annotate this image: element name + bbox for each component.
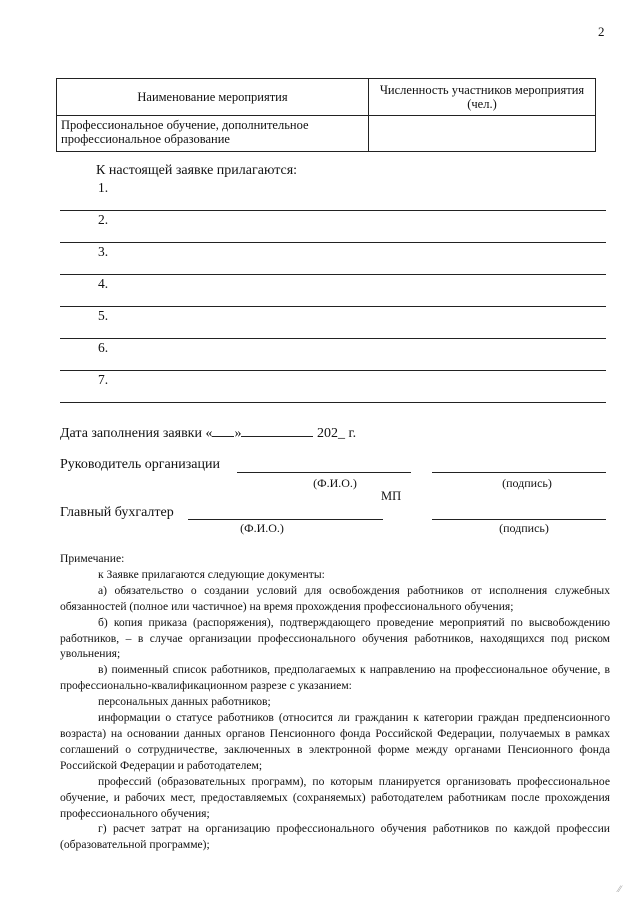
attachment-number: 4.	[98, 276, 109, 291]
accountant-signature-field[interactable]	[432, 519, 606, 520]
fill-date-month-field[interactable]	[241, 423, 313, 437]
fill-date-prefix: Дата заполнения заявки «	[60, 426, 213, 441]
attachment-number: 5.	[98, 308, 109, 323]
attachment-line	[60, 274, 606, 275]
attachment-row[interactable]	[60, 308, 606, 340]
stamp-place: МП	[381, 489, 402, 503]
table-row	[57, 116, 596, 152]
director-signature-caption: (подпись)	[502, 476, 552, 490]
note-paragraph: г) расчет затрат на организацию профессионального обучения работников по каждой профессии (образовательной программе);	[60, 822, 610, 852]
attachment-line	[60, 402, 606, 403]
page-number: 2	[598, 24, 605, 39]
fill-date-line	[60, 423, 356, 442]
table-header-row	[57, 79, 596, 116]
cell-event-name: Профессиональное обучение, дополнительное профессиональное образование	[57, 116, 369, 152]
attachment-line	[60, 210, 606, 211]
cell-participants-count[interactable]	[369, 116, 596, 152]
fill-date-day-field[interactable]	[212, 423, 234, 437]
attachment-row[interactable]	[60, 372, 606, 404]
attachment-row[interactable]	[60, 212, 606, 244]
attachment-row[interactable]	[60, 180, 606, 212]
scan-corner-mark: ⁄⁄	[618, 884, 622, 894]
accountant-fio-field[interactable]	[188, 519, 383, 520]
director-signature-field[interactable]	[432, 472, 606, 473]
note-paragraph: персональных данных работников;	[98, 695, 271, 709]
attachment-number: 2.	[98, 212, 109, 227]
accountant-signature-caption: (подпись)	[499, 521, 549, 535]
attachment-number: 7.	[98, 372, 109, 387]
fill-date-mid: »	[234, 426, 242, 441]
header-participants-count: Численность участников мероприятия (чел.)	[369, 79, 596, 116]
note-paragraph: в) поименный список работников, предполагаемых к направлению на профессиональное обучение, в профессионально-квалификационном разрезе с указанием:	[60, 663, 610, 693]
director-fio-field[interactable]	[237, 472, 411, 473]
attachment-number: 6.	[98, 340, 109, 355]
attachments-title: К настоящей заявке прилагаются:	[96, 163, 298, 178]
attachment-number: 3.	[98, 244, 109, 259]
attachment-row[interactable]	[60, 244, 606, 276]
attachment-line	[60, 242, 606, 243]
attachment-line	[60, 306, 606, 307]
events-table	[56, 78, 596, 152]
note-paragraph: к Заявке прилагаются следующие документы:	[98, 567, 325, 581]
attachment-line	[60, 338, 606, 339]
accountant-label: Главный бухгалтер	[60, 505, 174, 520]
attachment-line	[60, 370, 606, 371]
fill-date-year: 202_ г.	[316, 426, 357, 441]
director-fio-caption: (Ф.И.О.)	[313, 476, 357, 490]
note-title: Примечание:	[60, 552, 125, 565]
accountant-fio-caption: (Ф.И.О.)	[240, 521, 284, 535]
header-event-name: Наименование мероприятия	[57, 79, 369, 116]
attachment-row[interactable]	[60, 276, 606, 308]
director-label: Руководитель организации	[60, 457, 220, 472]
note-paragraph: а) обязательство о создании условий для освобождения работников от исполнения служебных обязанностей (полное или частичное) на время прохождения профессионального обучения;	[60, 583, 610, 613]
note-section	[60, 551, 610, 853]
note-paragraph: б) копия приказа (распоряжения), подтверждающего проведение мероприятий по высвобождению работников, – в случае организации профессионального обучения работников, находящихся под риском увольнения;	[60, 615, 610, 661]
note-paragraph: информации о статусе работников (относится ли гражданин к категории граждан предпенсионного возраста) на основании данных органов Пенсионного фонда Российской Федерации, получаемых в рамках соглашений о сотрудничестве, заключенных в электронной форме между органами Пенсионного фонда Российской Федерации и работодателем;	[60, 711, 610, 772]
note-paragraph: профессий (образовательных программ), по которым планируется организовать профессиональное обучение, и рабочих мест, предоставляемых (сохраняемых) работодателем работникам после прохождения профессионального обучения;	[60, 774, 610, 820]
attachment-number: 1.	[98, 180, 109, 195]
attachment-row[interactable]	[60, 340, 606, 372]
